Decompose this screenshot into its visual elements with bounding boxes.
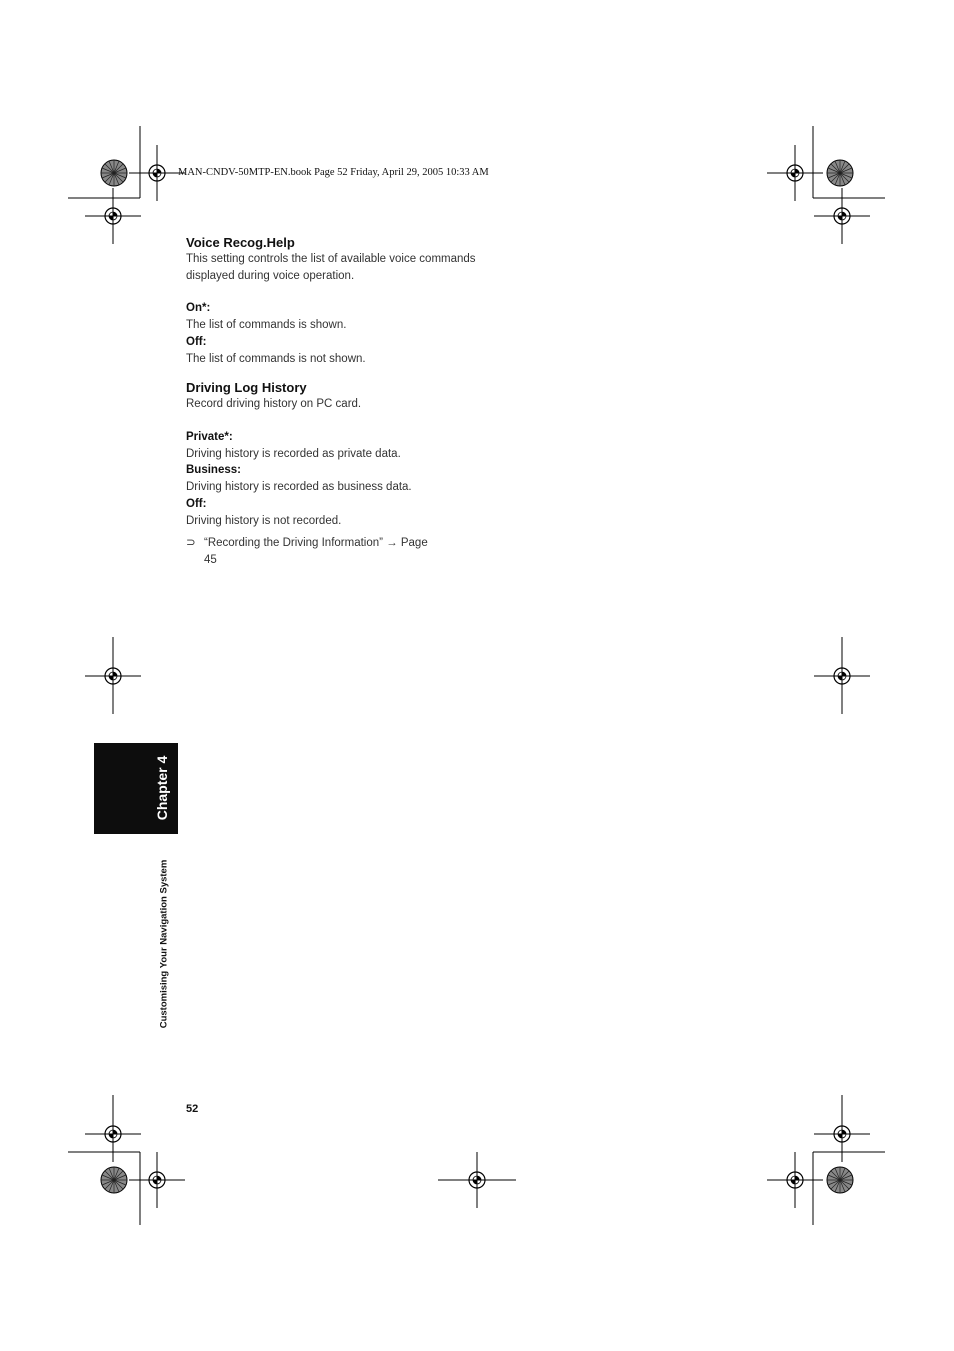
option-label: Private*: bbox=[186, 430, 233, 443]
option-text: The list of commands is shown. bbox=[186, 319, 347, 331]
cross-reference-text: “Recording the Driving Information” → Page 45 bbox=[204, 537, 428, 566]
cross-reference-link[interactable] bbox=[186, 535, 486, 569]
page-content bbox=[186, 234, 486, 569]
section-title: Voice Recog.Help bbox=[186, 235, 295, 250]
chapter-label: Chapter 4 bbox=[154, 755, 170, 821]
option-label: Off: bbox=[186, 335, 207, 348]
section-title: Driving Log History bbox=[186, 380, 307, 395]
option-text: Driving history is recorded as private data. bbox=[186, 447, 401, 460]
option-label: Business: bbox=[186, 464, 241, 476]
option-text: Driving history is not recorded. bbox=[186, 514, 342, 527]
option-text: Driving history is recorded as business data. bbox=[186, 481, 412, 493]
section-intro: This setting controls the list of available voice commands displayed during voice operation. bbox=[186, 253, 476, 282]
option-label: On*: bbox=[186, 302, 211, 314]
option-text: The list of commands is not shown. bbox=[186, 352, 366, 365]
option-label: Off: bbox=[186, 497, 207, 510]
section-side-label: Customising Your Navigation System bbox=[158, 859, 170, 1029]
section-voice-recog-help bbox=[186, 234, 486, 367]
section-intro: Record driving history on PC card. bbox=[186, 398, 362, 410]
page-number: 52 bbox=[186, 1103, 199, 1115]
print-header: MAN-CNDV-50MTP-EN.book Page 52 Friday, April 29, 2005 10:33 AM bbox=[178, 167, 489, 178]
reference-arrow-icon: ⊃ bbox=[186, 537, 196, 549]
section-driving-log-history bbox=[186, 379, 486, 569]
